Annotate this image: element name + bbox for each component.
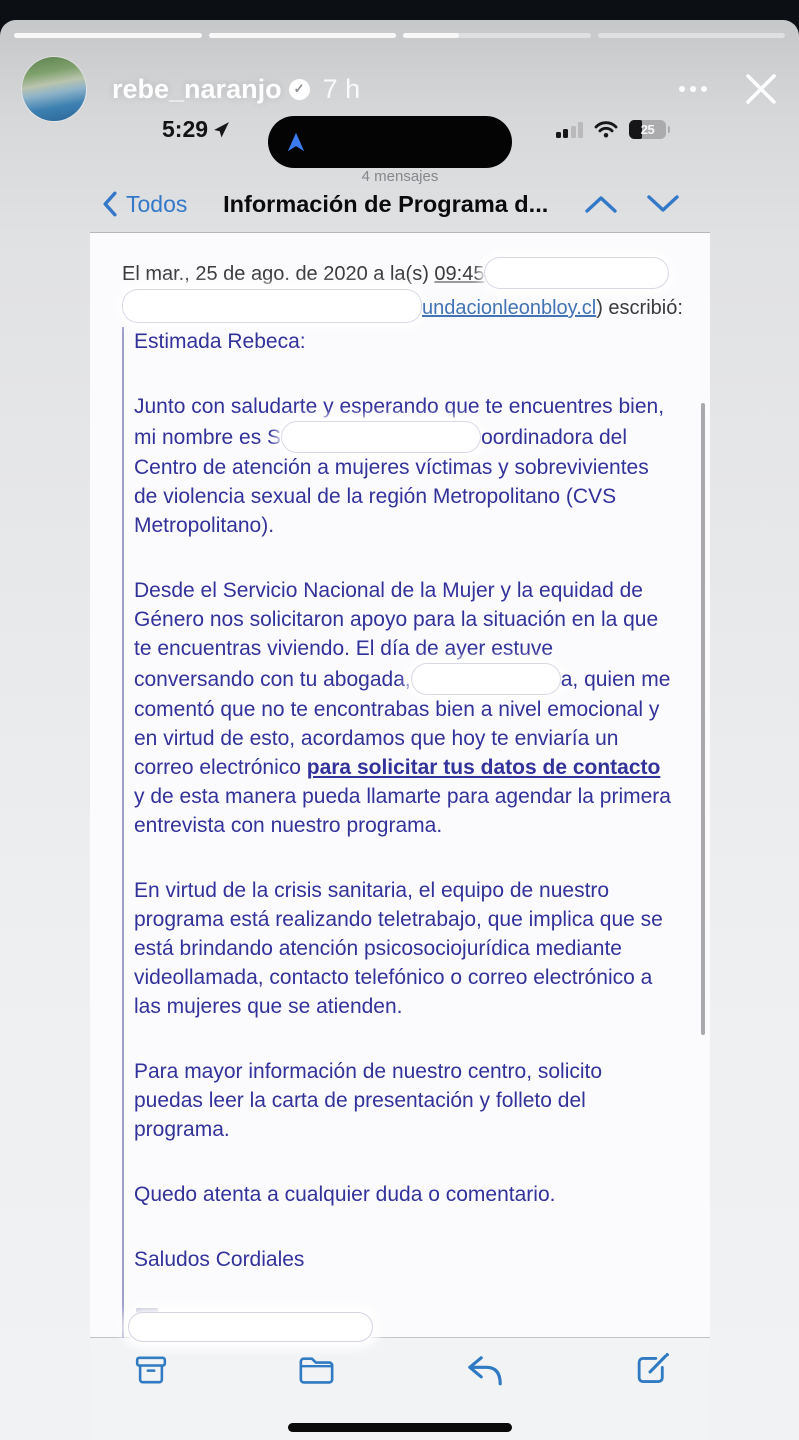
mail-nav-bar xyxy=(90,168,710,221)
back-label: Todos xyxy=(126,190,188,217)
progress-segment[interactable] xyxy=(598,33,786,38)
progress-segment[interactable] xyxy=(209,33,397,38)
redaction-blob xyxy=(411,663,561,695)
email-text: y de esta manera pueda llamarte para agendar la primera entrevista con nuestro programa. xyxy=(134,785,671,837)
email-paragraph xyxy=(134,1057,674,1144)
email-paragraph xyxy=(134,1245,674,1274)
progress-segment[interactable] xyxy=(14,33,202,38)
email-paragraph xyxy=(134,576,674,840)
email-text: En virtud de la crisis sanitaria, el equipo de nuestro programa está realizando teletrabajo, que implica que se está brindando atención psicosociojurídica mediante videollamada, contacto telefónico o correo electrónico a las mujeres que se atienden. xyxy=(134,879,663,1018)
battery-percent: 25 xyxy=(640,122,655,137)
home-indicator[interactable] xyxy=(288,1423,512,1432)
email-text: oordinadora del Centro de atención a mujeres víctimas y sobrevivientes de violencia sexual de la región Metropolitano (CVS Metropolitano). xyxy=(134,426,649,537)
verified-badge-icon: ✓ xyxy=(289,79,310,100)
redaction-blob xyxy=(122,289,422,323)
progress-segment[interactable] xyxy=(403,33,591,38)
navigation-arrow-icon xyxy=(284,130,308,154)
more-options-icon[interactable] xyxy=(675,76,711,102)
email-date-line: El mar., 25 de ago. de 2020 a la(s) 09:45 xyxy=(122,257,702,289)
thread-title: Información de Programa d... xyxy=(223,190,549,217)
email-text: Desde el Servicio Nacional de la Mujer y la equidad de Género nos solicitaron apoyo para la situación en la que te encuentras viviendo. El día de ayer estuve conversando con tu abogada, xyxy=(134,579,659,691)
email-text: Quedo atenta a cualquier duda o comentario. xyxy=(134,1183,556,1206)
folder-icon[interactable] xyxy=(298,1355,335,1385)
email-paragraph xyxy=(134,392,674,540)
story-timestamp: 7 h xyxy=(322,73,361,104)
status-time: 5:29 xyxy=(162,116,230,143)
compose-icon[interactable] xyxy=(634,1352,670,1388)
email-text: a, quien me comentó que no te encontrabas bien a nivel emocional y en virtud de esto, acordamos que hoy te enviaría un correo electrónico xyxy=(134,668,671,779)
story-card[interactable] xyxy=(0,20,799,1440)
chevron-left-icon xyxy=(102,191,117,217)
avatar[interactable] xyxy=(22,57,86,121)
scrollbar[interactable] xyxy=(701,403,705,1035)
archive-icon[interactable] xyxy=(134,1354,168,1386)
email-paragraph xyxy=(134,876,674,1021)
email-text: Estimada Rebeca: xyxy=(134,330,306,353)
email-paragraph xyxy=(134,327,674,356)
reply-icon[interactable] xyxy=(466,1354,504,1387)
email-text: para solicitar tus datos de contacto xyxy=(306,756,661,779)
redaction-blob xyxy=(484,257,669,289)
time-link[interactable]: 09:45 xyxy=(434,263,485,285)
mail-screenshot xyxy=(90,86,710,1440)
chevron-up-icon[interactable] xyxy=(584,194,618,214)
chevron-down-icon[interactable] xyxy=(646,194,680,214)
back-button[interactable] xyxy=(102,191,187,218)
redaction-blob xyxy=(281,421,481,453)
email-text: Junto con saludarte y esperando que te encuentres bien, mi nombre es S xyxy=(134,395,665,449)
email-sender-line: undacionleonbloy.cl) escribió: xyxy=(122,289,702,323)
messages-count: 4 mensajes xyxy=(361,168,439,185)
close-icon[interactable] xyxy=(741,69,781,109)
email-paragraph xyxy=(134,1180,674,1209)
story-progress-bar xyxy=(14,33,785,38)
email-text: Saludos Cordiales xyxy=(134,1248,305,1271)
story-header xyxy=(22,54,781,124)
email-body xyxy=(90,232,710,1338)
email-text: Para mayor información de nuestro centro, solicito puedas leer la carta de presentación y folleto del programa. xyxy=(134,1060,603,1141)
redaction-blob xyxy=(128,1312,373,1342)
story-username[interactable]: rebe_naranjo xyxy=(112,73,282,104)
quoted-text xyxy=(122,327,702,1406)
sender-email-link[interactable]: undacionleonbloy.cl xyxy=(422,297,597,319)
